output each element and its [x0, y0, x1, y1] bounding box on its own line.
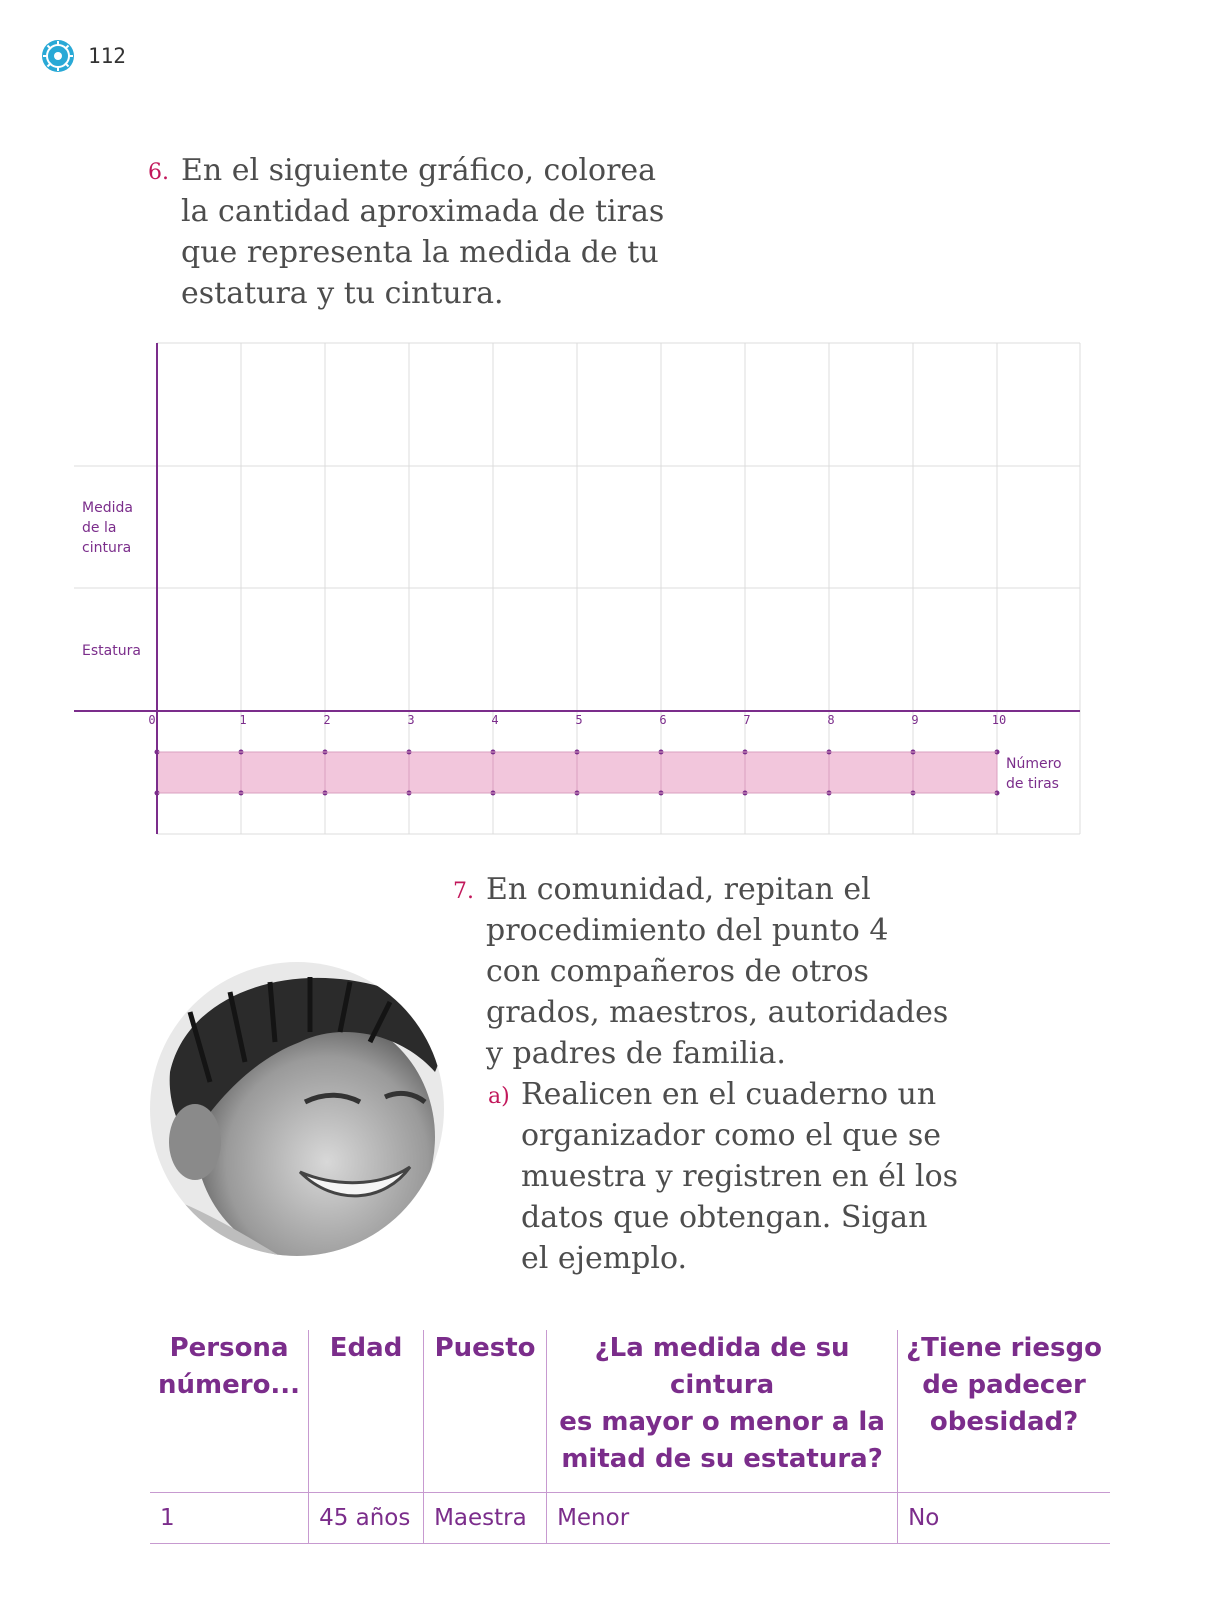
exercise-text: En comunidad, repitan el procedimiento del punto 4 con compañeros de otros grados, maestros, autoridades y padres de familia.: [486, 872, 949, 1071]
exercise-7: [453, 869, 949, 1074]
strip-axis-label: Número de tiras: [1006, 756, 1062, 792]
strip-point: [575, 791, 580, 796]
table-cell: No: [898, 1493, 1110, 1544]
strip-point: [239, 750, 244, 755]
data-organizer-table: [150, 1330, 1110, 1544]
header-persona: Persona número...: [150, 1330, 309, 1493]
row-label-estatura: Estatura: [82, 643, 141, 659]
strip-point: [659, 750, 664, 755]
sub-item-letter: a): [488, 1084, 510, 1109]
header-puesto: Puesto: [424, 1330, 547, 1493]
strip-point: [827, 750, 832, 755]
strip-point: [659, 791, 664, 796]
strip-point: [491, 750, 496, 755]
sub-item-text: Realicen en el cuaderno un organizador como el que se muestra y registren en él los datos que obtengan. Sigan el ejemplo.: [521, 1077, 959, 1276]
compass-rose-icon: [40, 38, 76, 74]
strip-point: [491, 791, 496, 796]
x-tick-label: 1: [239, 713, 247, 727]
strip-point: [155, 750, 160, 755]
exercise-7a: [488, 1074, 959, 1279]
chart-axes: [74, 343, 1080, 834]
strip-point: [407, 791, 412, 796]
strip-band: [157, 752, 997, 793]
strip-point: [407, 750, 412, 755]
table-cell: 45 años: [309, 1493, 424, 1544]
strip-point: [911, 750, 916, 755]
x-tick-label: 5: [575, 713, 583, 727]
strip-point: [827, 791, 832, 796]
page-number: 112: [88, 44, 126, 68]
header-riesgo: ¿Tiene riesgo de padecer obesidad?: [898, 1330, 1110, 1493]
exercise-6: [148, 150, 665, 314]
x-tick-label: 6: [659, 713, 667, 727]
strip-point: [323, 750, 328, 755]
child-portrait-photo: [150, 962, 444, 1256]
strip-point: [995, 750, 1000, 755]
x-tick-label: 8: [827, 713, 835, 727]
x-tick-label: 3: [407, 713, 415, 727]
exercise-number: 7.: [453, 879, 474, 904]
strip-point: [239, 791, 244, 796]
x-tick-label: 9: [911, 713, 919, 727]
table-cell: Menor: [547, 1493, 898, 1544]
table-cell: Maestra: [424, 1493, 547, 1544]
exercise-text: En el siguiente gráfico, colorea la cantidad aproximada de tiras que representa la medida de tu estatura y tu cintura.: [181, 153, 665, 311]
exercise-number: 6.: [148, 160, 169, 185]
strip-point: [995, 791, 1000, 796]
x-tick-label: 7: [743, 713, 751, 727]
header-cintura: ¿La medida de su cintura es mayor o menor a la mitad de su estatura?: [547, 1330, 898, 1493]
x-tick-label: 0: [148, 713, 156, 727]
strip-row: [155, 750, 1000, 796]
x-tick-label: 10: [991, 713, 1007, 727]
page-header: [40, 38, 126, 74]
strip-point: [323, 791, 328, 796]
strip-point: [911, 791, 916, 796]
header-edad: Edad: [309, 1330, 424, 1493]
strip-point: [575, 750, 580, 755]
row-label-cintura: Medida de la cintura: [82, 500, 133, 556]
x-tick-label: 4: [491, 713, 499, 727]
table-cell: 1: [150, 1493, 309, 1544]
chart-grid: [74, 343, 1080, 834]
strip-point: [743, 750, 748, 755]
strip-point: [743, 791, 748, 796]
table-header-row: [150, 1330, 1110, 1493]
x-tick-label: 2: [323, 713, 331, 727]
table-row: [150, 1493, 1110, 1544]
strip-point: [155, 791, 160, 796]
